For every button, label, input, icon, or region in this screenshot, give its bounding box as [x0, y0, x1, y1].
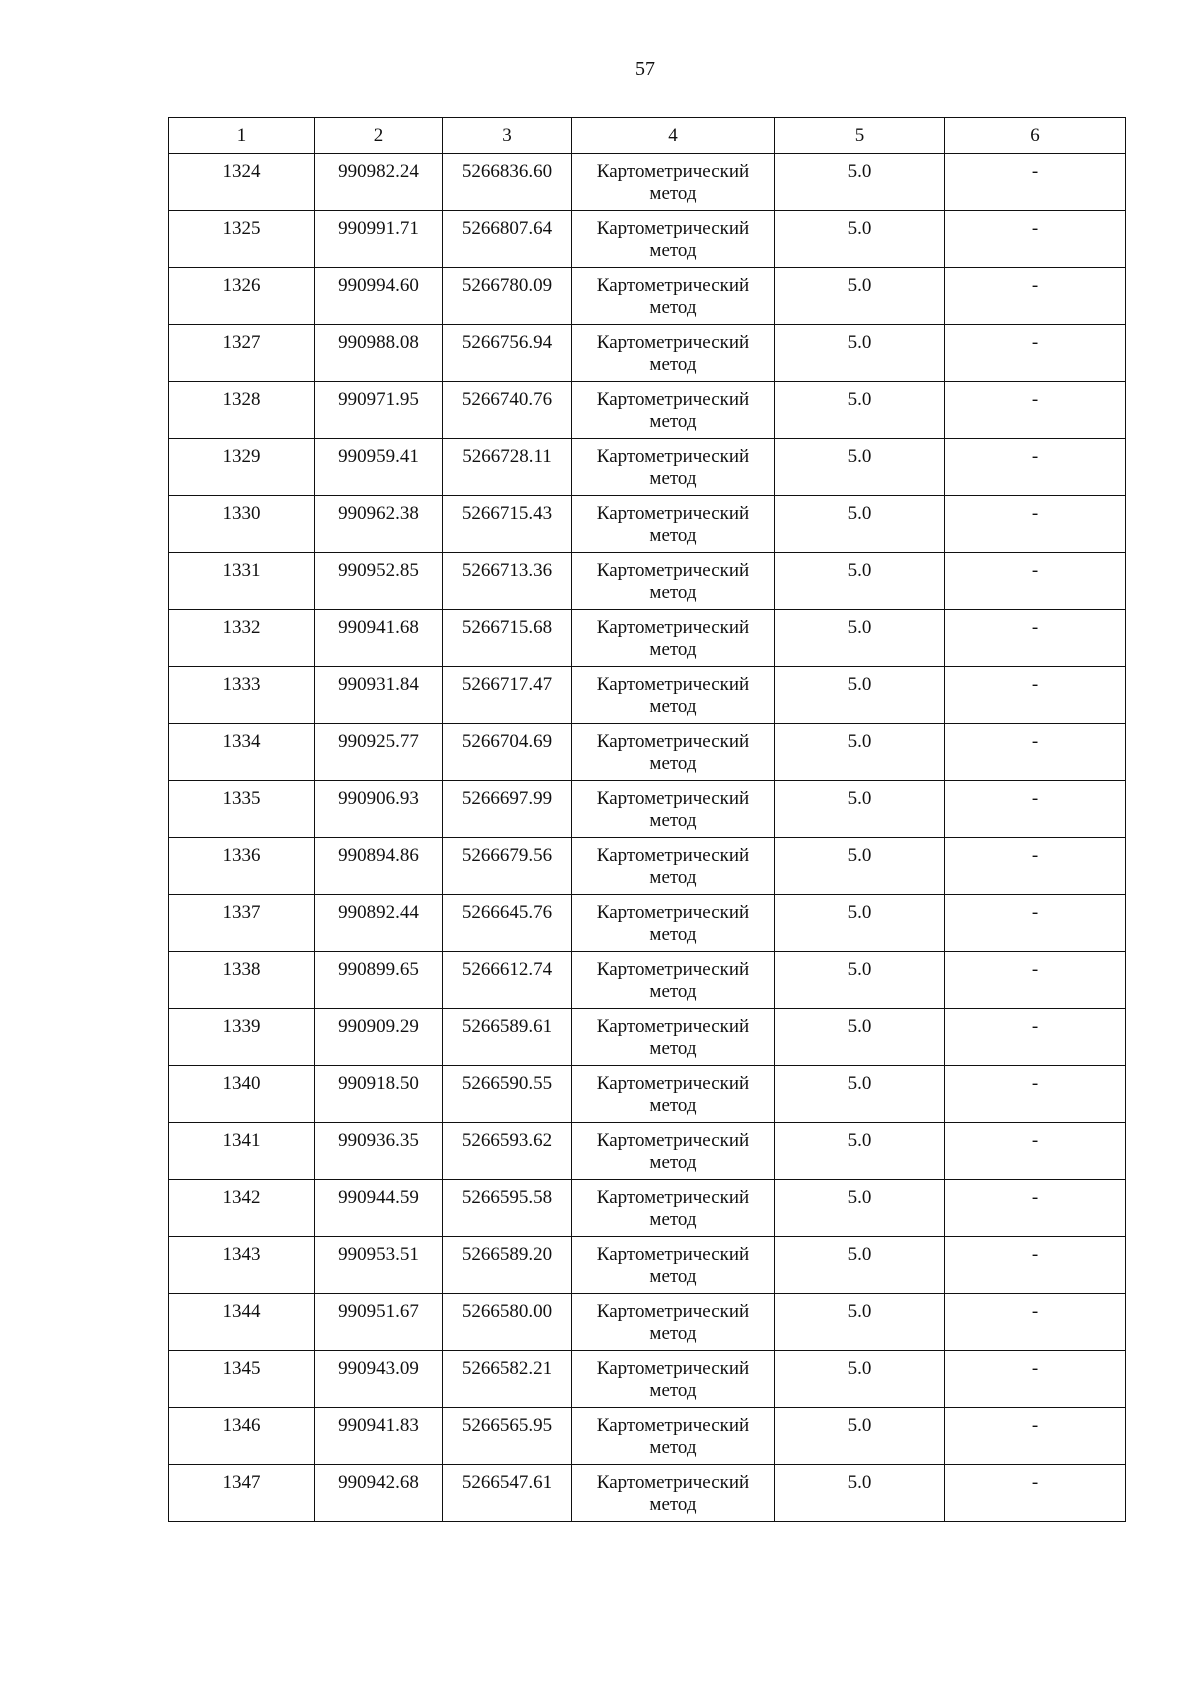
point-number-cell: 1345: [169, 1351, 315, 1408]
page-number: 57: [635, 58, 655, 80]
y-coordinate-cell: 5266697.99: [443, 781, 572, 838]
note-cell: -: [945, 154, 1126, 211]
y-coordinate-cell: 5266704.69: [443, 724, 572, 781]
method-cell: [572, 1294, 775, 1351]
table-row: [169, 1237, 1126, 1294]
accuracy-cell: 5.0: [775, 439, 945, 496]
note-cell: -: [945, 439, 1126, 496]
y-coordinate-cell: 5266715.68: [443, 610, 572, 667]
y-coordinate-cell: 5266713.36: [443, 553, 572, 610]
method-line-1: Картометрический: [596, 1073, 750, 1094]
table-row: [169, 154, 1126, 211]
point-number-cell: 1330: [169, 496, 315, 553]
method-line-2: метод: [649, 525, 697, 546]
x-coordinate-cell: 990894.86: [315, 838, 443, 895]
method-cell: [572, 1009, 775, 1066]
method-line-2: метод: [649, 240, 697, 261]
accuracy-cell: 5.0: [775, 1009, 945, 1066]
method-line-1: Картометрический: [596, 731, 750, 752]
note-cell: -: [945, 553, 1126, 610]
table-row: [169, 895, 1126, 952]
method-cell: [572, 667, 775, 724]
column-header: 5: [775, 118, 945, 154]
method-line-2: метод: [649, 981, 697, 1002]
accuracy-cell: 5.0: [775, 1351, 945, 1408]
x-coordinate-cell: 990943.09: [315, 1351, 443, 1408]
method-line-1: Картометрический: [596, 1472, 750, 1493]
y-coordinate-cell: 5266756.94: [443, 325, 572, 382]
accuracy-cell: 5.0: [775, 154, 945, 211]
table-row: [169, 724, 1126, 781]
note-cell: -: [945, 1123, 1126, 1180]
method-line-2: метод: [649, 1038, 697, 1059]
method-line-2: метод: [649, 354, 697, 375]
point-number-cell: 1329: [169, 439, 315, 496]
method-cell: [572, 1465, 775, 1522]
note-cell: -: [945, 952, 1126, 1009]
accuracy-cell: 5.0: [775, 724, 945, 781]
point-number-cell: 1333: [169, 667, 315, 724]
method-line-2: метод: [649, 753, 697, 774]
table-row: [169, 1066, 1126, 1123]
method-cell: [572, 553, 775, 610]
note-cell: -: [945, 268, 1126, 325]
accuracy-cell: 5.0: [775, 1237, 945, 1294]
y-coordinate-cell: 5266612.74: [443, 952, 572, 1009]
point-number-cell: 1346: [169, 1408, 315, 1465]
x-coordinate-cell: 990918.50: [315, 1066, 443, 1123]
point-number-cell: 1343: [169, 1237, 315, 1294]
method-cell: [572, 1066, 775, 1123]
method-line-1: Картометрический: [596, 1415, 750, 1436]
table-row: [169, 1294, 1126, 1351]
method-line-2: метод: [649, 639, 697, 660]
point-number-cell: 1342: [169, 1180, 315, 1237]
method-cell: [572, 1408, 775, 1465]
x-coordinate-cell: 990951.67: [315, 1294, 443, 1351]
point-number-cell: 1331: [169, 553, 315, 610]
y-coordinate-cell: 5266717.47: [443, 667, 572, 724]
y-coordinate-cell: 5266582.21: [443, 1351, 572, 1408]
table-row: [169, 1123, 1126, 1180]
method-line-1: Картометрический: [596, 845, 750, 866]
x-coordinate-cell: 990941.83: [315, 1408, 443, 1465]
x-coordinate-cell: 990942.68: [315, 1465, 443, 1522]
method-line-1: Картометрический: [596, 1016, 750, 1037]
table-row: [169, 610, 1126, 667]
accuracy-cell: 5.0: [775, 1408, 945, 1465]
method-cell: [572, 325, 775, 382]
method-line-2: метод: [649, 810, 697, 831]
method-line-1: Картометрический: [596, 560, 750, 581]
column-header: 3: [443, 118, 572, 154]
method-line-2: метод: [649, 297, 697, 318]
accuracy-cell: 5.0: [775, 1066, 945, 1123]
method-line-1: Картометрический: [596, 674, 750, 695]
method-cell: [572, 610, 775, 667]
y-coordinate-cell: 5266679.56: [443, 838, 572, 895]
accuracy-cell: 5.0: [775, 781, 945, 838]
y-coordinate-cell: 5266807.64: [443, 211, 572, 268]
method-line-2: метод: [649, 183, 697, 204]
method-cell: [572, 838, 775, 895]
table-row: [169, 952, 1126, 1009]
y-coordinate-cell: 5266740.76: [443, 382, 572, 439]
accuracy-cell: 5.0: [775, 610, 945, 667]
y-coordinate-cell: 5266728.11: [443, 439, 572, 496]
accuracy-cell: 5.0: [775, 1465, 945, 1522]
y-coordinate-cell: 5266580.00: [443, 1294, 572, 1351]
method-line-2: метод: [649, 696, 697, 717]
note-cell: -: [945, 667, 1126, 724]
column-header: 6: [945, 118, 1126, 154]
y-coordinate-cell: 5266547.61: [443, 1465, 572, 1522]
note-cell: -: [945, 1408, 1126, 1465]
method-line-1: Картометрический: [596, 503, 750, 524]
method-cell: [572, 1123, 775, 1180]
note-cell: -: [945, 1351, 1126, 1408]
point-number-cell: 1335: [169, 781, 315, 838]
point-number-cell: 1341: [169, 1123, 315, 1180]
note-cell: -: [945, 895, 1126, 952]
method-cell: [572, 496, 775, 553]
x-coordinate-cell: 990962.38: [315, 496, 443, 553]
point-number-cell: 1339: [169, 1009, 315, 1066]
y-coordinate-cell: 5266595.58: [443, 1180, 572, 1237]
table-body: [169, 154, 1126, 1522]
y-coordinate-cell: 5266589.20: [443, 1237, 572, 1294]
y-coordinate-cell: 5266715.43: [443, 496, 572, 553]
x-coordinate-cell: 990936.35: [315, 1123, 443, 1180]
x-coordinate-cell: 990909.29: [315, 1009, 443, 1066]
x-coordinate-cell: 990931.84: [315, 667, 443, 724]
method-cell: [572, 382, 775, 439]
method-line-1: Картометрический: [596, 788, 750, 809]
method-line-1: Картометрический: [596, 1358, 750, 1379]
accuracy-cell: 5.0: [775, 211, 945, 268]
note-cell: -: [945, 838, 1126, 895]
method-line-1: Картометрический: [596, 959, 750, 980]
table-row: [169, 268, 1126, 325]
note-cell: -: [945, 211, 1126, 268]
method-cell: [572, 952, 775, 1009]
x-coordinate-cell: 990982.24: [315, 154, 443, 211]
point-number-cell: 1336: [169, 838, 315, 895]
x-coordinate-cell: 990941.68: [315, 610, 443, 667]
note-cell: -: [945, 781, 1126, 838]
method-line-1: Картометрический: [596, 1187, 750, 1208]
method-line-1: Картометрический: [596, 1301, 750, 1322]
method-line-2: метод: [649, 411, 697, 432]
point-number-cell: 1327: [169, 325, 315, 382]
note-cell: -: [945, 382, 1126, 439]
table-header-row: [169, 118, 1126, 154]
method-line-2: метод: [649, 924, 697, 945]
note-cell: -: [945, 325, 1126, 382]
point-number-cell: 1334: [169, 724, 315, 781]
column-header: 1: [169, 118, 315, 154]
point-number-cell: 1332: [169, 610, 315, 667]
x-coordinate-cell: 990959.41: [315, 439, 443, 496]
note-cell: -: [945, 496, 1126, 553]
method-cell: [572, 154, 775, 211]
note-cell: -: [945, 1066, 1126, 1123]
method-line-2: метод: [649, 1266, 697, 1287]
method-line-2: метод: [649, 1095, 697, 1116]
x-coordinate-cell: 990892.44: [315, 895, 443, 952]
point-number-cell: 1328: [169, 382, 315, 439]
table-row: [169, 1351, 1126, 1408]
point-number-cell: 1340: [169, 1066, 315, 1123]
y-coordinate-cell: 5266780.09: [443, 268, 572, 325]
accuracy-cell: 5.0: [775, 667, 945, 724]
method-line-1: Картометрический: [596, 275, 750, 296]
method-line-1: Картометрический: [596, 1244, 750, 1265]
note-cell: -: [945, 1294, 1126, 1351]
method-line-1: Картометрический: [596, 161, 750, 182]
table-row: [169, 211, 1126, 268]
method-line-1: Картометрический: [596, 332, 750, 353]
method-line-1: Картометрический: [596, 902, 750, 923]
method-line-2: метод: [649, 1323, 697, 1344]
method-line-1: Картометрический: [596, 1130, 750, 1151]
y-coordinate-cell: 5266590.55: [443, 1066, 572, 1123]
y-coordinate-cell: 5266645.76: [443, 895, 572, 952]
method-line-2: метод: [649, 1209, 697, 1230]
point-number-cell: 1337: [169, 895, 315, 952]
accuracy-cell: 5.0: [775, 496, 945, 553]
method-cell: [572, 1237, 775, 1294]
method-cell: [572, 1180, 775, 1237]
note-cell: -: [945, 1009, 1126, 1066]
table-row: [169, 781, 1126, 838]
point-number-cell: 1325: [169, 211, 315, 268]
x-coordinate-cell: 990899.65: [315, 952, 443, 1009]
accuracy-cell: 5.0: [775, 1123, 945, 1180]
method-line-2: метод: [649, 1380, 697, 1401]
x-coordinate-cell: 990953.51: [315, 1237, 443, 1294]
method-cell: [572, 1351, 775, 1408]
y-coordinate-cell: 5266593.62: [443, 1123, 572, 1180]
x-coordinate-cell: 990988.08: [315, 325, 443, 382]
accuracy-cell: 5.0: [775, 382, 945, 439]
point-number-cell: 1338: [169, 952, 315, 1009]
method-line-2: метод: [649, 1152, 697, 1173]
table-row: [169, 325, 1126, 382]
note-cell: -: [945, 1465, 1126, 1522]
point-number-cell: 1344: [169, 1294, 315, 1351]
accuracy-cell: 5.0: [775, 838, 945, 895]
point-number-cell: 1324: [169, 154, 315, 211]
table-row: [169, 553, 1126, 610]
table-row: [169, 838, 1126, 895]
table-row: [169, 1465, 1126, 1522]
x-coordinate-cell: 990925.77: [315, 724, 443, 781]
accuracy-cell: 5.0: [775, 895, 945, 952]
accuracy-cell: 5.0: [775, 1180, 945, 1237]
method-cell: [572, 781, 775, 838]
column-header: 2: [315, 118, 443, 154]
y-coordinate-cell: 5266836.60: [443, 154, 572, 211]
method-cell: [572, 724, 775, 781]
x-coordinate-cell: 990944.59: [315, 1180, 443, 1237]
note-cell: -: [945, 1237, 1126, 1294]
point-number-cell: 1347: [169, 1465, 315, 1522]
method-line-2: метод: [649, 468, 697, 489]
coordinates-table: [168, 117, 1126, 1522]
x-coordinate-cell: 990971.95: [315, 382, 443, 439]
method-line-2: метод: [649, 1437, 697, 1458]
y-coordinate-cell: 5266589.61: [443, 1009, 572, 1066]
table-row: [169, 1009, 1126, 1066]
accuracy-cell: 5.0: [775, 553, 945, 610]
method-line-2: метод: [649, 1494, 697, 1515]
column-header: 4: [572, 118, 775, 154]
table-row: [169, 1408, 1126, 1465]
method-line-1: Картометрический: [596, 218, 750, 239]
accuracy-cell: 5.0: [775, 952, 945, 1009]
method-line-1: Картометрический: [596, 617, 750, 638]
point-number-cell: 1326: [169, 268, 315, 325]
method-line-1: Картометрический: [596, 446, 750, 467]
accuracy-cell: 5.0: [775, 1294, 945, 1351]
table-row: [169, 496, 1126, 553]
x-coordinate-cell: 990991.71: [315, 211, 443, 268]
method-cell: [572, 268, 775, 325]
table-row: [169, 439, 1126, 496]
method-cell: [572, 211, 775, 268]
method-line-2: метод: [649, 867, 697, 888]
note-cell: -: [945, 610, 1126, 667]
y-coordinate-cell: 5266565.95: [443, 1408, 572, 1465]
x-coordinate-cell: 990952.85: [315, 553, 443, 610]
accuracy-cell: 5.0: [775, 268, 945, 325]
method-line-1: Картометрический: [596, 389, 750, 410]
table-row: [169, 382, 1126, 439]
x-coordinate-cell: 990994.60: [315, 268, 443, 325]
method-cell: [572, 439, 775, 496]
table-row: [169, 667, 1126, 724]
table-row: [169, 1180, 1126, 1237]
note-cell: -: [945, 724, 1126, 781]
method-cell: [572, 895, 775, 952]
note-cell: -: [945, 1180, 1126, 1237]
accuracy-cell: 5.0: [775, 325, 945, 382]
x-coordinate-cell: 990906.93: [315, 781, 443, 838]
method-line-2: метод: [649, 582, 697, 603]
